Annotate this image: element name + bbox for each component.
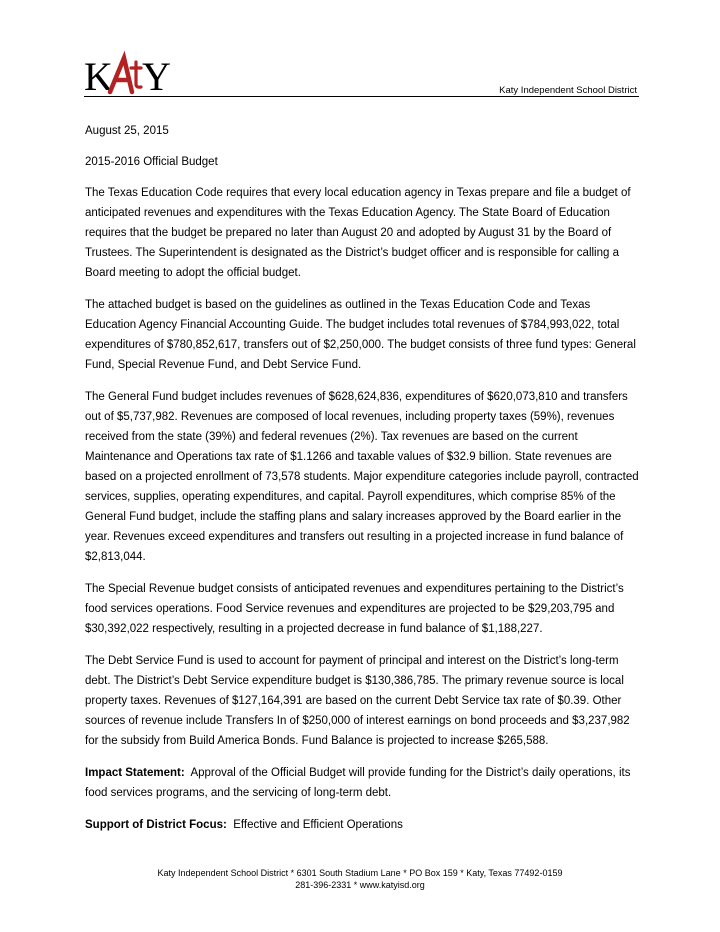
impact-text: Approval of the Official Budget will provide funding for the District’s daily operations, its food services programs, and the servicing of long-term debt. (85, 767, 631, 799)
letter-date: August 25, 2015 (85, 125, 169, 137)
paragraph: The Special Revenue budget consists of anticipated revenues and expenditures pertaining to the District’s food services operations. Food Service revenues and expenditures are projected to be $29,203,795 and $30,392,022 respectively, resulting in a projected decrease in fund balance of $1,188,227. (85, 583, 624, 635)
impact-label: Impact Statement: (85, 767, 185, 779)
paragraph: The Texas Education Code requires that every local education agency in Texas prepare and file a budget of anticipated revenues and expenditures with the Texas Education Agency. The State Board of Education requires that the budget be prepared no later than August 20 and adopted by August 31 by the Board of Trustees. The Superintendent is designated as the District’s budget officer and is responsible for calling a Board meeting to adopt the official budget. (85, 187, 631, 279)
paragraph: The General Fund budget includes revenues of $628,624,836, expenditures of $620,073,810 and transfers out of $5,737,982. Revenues are composed of local revenues, including property taxes (59%), revenues received from the state (39%) and federal revenues (2%). Tax revenues are based on the current Maintenance and Operations tax rate of $1.1266 and taxable values of $32.9 billion. State revenues are based on a projected enrollment of 73,578 students. Major expenditure categories include payroll, contracted services, supplies, operating expenditures, and capital. Payroll expenditures, which comprise 85% of the General Fund budget, include the staffing plans and salary increases approved by the Board earlier in the year. Revenues exceed expenditures and transfers out resulting in a projected increase in fund balance of $2,813,044. (85, 391, 639, 563)
page-footer (0, 867, 720, 891)
footer-contact: 281-396-2331 * www.katyisd.org (295, 880, 425, 890)
svg-text:Y: Y (142, 54, 171, 99)
svg-text:K: K (84, 54, 113, 99)
letter-subject: 2015-2016 Official Budget (85, 156, 218, 168)
header-org-name: Katy Independent School District (499, 85, 637, 96)
footer-address: Katy Independent School District * 6301 South Stadium Lane * PO Box 159 * Katy, Texas 77492-0159 (157, 868, 563, 878)
letter-body (85, 121, 640, 847)
impact-statement (85, 763, 640, 803)
focus-text: Effective and Efficient Operations (233, 819, 403, 831)
katy-logo (84, 50, 180, 100)
header-rule (84, 96, 639, 97)
paragraph: The attached budget is based on the guidelines as outlined in the Texas Education Code and Texas Education Agency Financial Accounting Guide. The budget includes total revenues of $784,993,022, total expenditures of $780,852,617, transfers out of $2,250,000. The budget consists of three fund types: General Fund, Special Revenue Fund, and Debt Service Fund. (85, 299, 636, 371)
focus-label: Support of District Focus: (85, 819, 227, 831)
paragraph: The Debt Service Fund is used to account for payment of principal and interest on the District’s long-term debt. The District’s Debt Service expenditure budget is $130,386,785. The primary revenue source is local property taxes. Revenues of $127,164,391 are based on the current Debt Service tax rate of $0.39. Other sources of revenue include Transfers In of $250,000 of interest earnings on bond proceeds and $3,237,982 for the subsidy from Build America Bonds. Fund Balance is projected to increase $265,588. (85, 655, 630, 747)
district-focus (85, 815, 640, 835)
